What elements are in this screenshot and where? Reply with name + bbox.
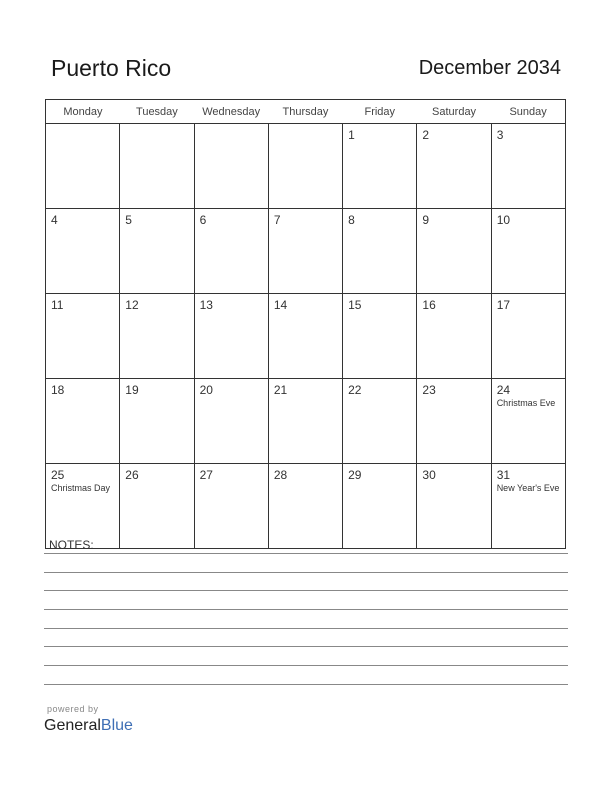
week-row	[46, 294, 566, 379]
day-cell[interactable]	[194, 464, 268, 549]
day-cell[interactable]	[417, 209, 491, 294]
notes-line	[44, 553, 568, 554]
weekday-header: Saturday	[417, 100, 491, 124]
day-cell[interactable]	[46, 294, 120, 379]
notes-label: NOTES:	[49, 538, 94, 552]
day-number: 14	[273, 298, 288, 312]
day-number: 28	[273, 468, 288, 482]
notes-line	[44, 665, 568, 666]
day-number: 12	[125, 298, 139, 312]
day-cell[interactable]	[343, 294, 417, 379]
day-number: 10	[496, 213, 511, 227]
day-number: 1	[348, 128, 355, 142]
day-number: 25	[51, 468, 65, 482]
day-cell[interactable]	[491, 294, 565, 379]
notes-line	[44, 646, 568, 647]
day-number: 20	[199, 383, 213, 397]
day-number: 5	[125, 213, 132, 227]
day-number: 26	[125, 468, 139, 482]
holiday-label: Christmas Eve	[496, 398, 556, 408]
notes-line	[44, 572, 568, 573]
day-cell[interactable]	[343, 464, 417, 549]
day-number: 22	[348, 383, 362, 397]
day-number: 7	[273, 213, 281, 227]
weekday-header: Wednesday	[194, 100, 268, 124]
day-cell[interactable]	[417, 124, 491, 209]
brand-logo[interactable]	[44, 717, 133, 735]
day-cell[interactable]	[268, 379, 342, 464]
day-number: 18	[51, 383, 65, 397]
day-cell[interactable]	[46, 464, 120, 549]
day-number: 17	[496, 298, 511, 312]
notes-line	[44, 590, 568, 591]
day-cell[interactable]	[268, 294, 342, 379]
day-number: 9	[422, 213, 430, 227]
day-cell[interactable]	[268, 209, 342, 294]
day-cell[interactable]	[120, 124, 194, 209]
day-cell[interactable]	[194, 294, 268, 379]
week-row	[46, 464, 566, 549]
day-cell[interactable]	[120, 464, 194, 549]
day-cell[interactable]	[343, 124, 417, 209]
day-cell[interactable]	[120, 379, 194, 464]
day-cell[interactable]	[491, 379, 565, 464]
day-cell[interactable]	[194, 379, 268, 464]
week-row	[46, 124, 566, 209]
calendar-grid	[45, 99, 566, 549]
day-number: 27	[199, 468, 213, 482]
notes-line	[44, 628, 568, 629]
day-number: 11	[51, 298, 64, 312]
week-row	[46, 379, 566, 464]
day-number: 2	[422, 128, 430, 142]
country-title: Puerto Rico	[51, 55, 172, 81]
weekday-header: Monday	[46, 100, 120, 124]
day-cell[interactable]	[46, 379, 120, 464]
day-number: 6	[199, 213, 207, 227]
day-number: 21	[273, 383, 288, 397]
notes-line	[44, 609, 568, 610]
month-title: December 2034	[418, 57, 561, 79]
holiday-label: New Year's Eve	[496, 483, 560, 493]
holiday-label: Christmas Day	[51, 483, 111, 493]
day-cell[interactable]	[417, 379, 491, 464]
day-number: 30	[422, 468, 436, 482]
day-cell[interactable]	[343, 209, 417, 294]
day-cell[interactable]	[491, 209, 565, 294]
powered-by-text: powered by	[47, 704, 99, 714]
day-number: 4	[51, 213, 58, 227]
notes-line	[44, 684, 568, 685]
day-cell[interactable]	[46, 124, 120, 209]
day-cell[interactable]	[491, 124, 565, 209]
day-cell[interactable]	[194, 209, 268, 294]
day-number: 3	[496, 128, 504, 142]
day-cell[interactable]	[343, 379, 417, 464]
weekday-header: Sunday	[491, 100, 565, 124]
day-cell[interactable]	[491, 464, 565, 549]
weekday-header: Tuesday	[120, 100, 194, 124]
weekday-header: Thursday	[268, 100, 342, 124]
day-cell[interactable]	[417, 294, 491, 379]
day-cell[interactable]	[194, 124, 268, 209]
day-number: 23	[422, 383, 436, 397]
day-number: 24	[496, 383, 511, 397]
day-cell[interactable]	[268, 124, 342, 209]
day-cell[interactable]	[120, 209, 194, 294]
day-number: 8	[348, 213, 355, 227]
day-cell[interactable]	[120, 294, 194, 379]
brand-blue: Blue	[100, 717, 133, 734]
day-number: 16	[422, 298, 436, 312]
weekday-header-row	[46, 100, 566, 124]
weekday-header: Friday	[343, 100, 417, 124]
day-cell[interactable]	[46, 209, 120, 294]
week-row	[46, 209, 566, 294]
day-number: 13	[199, 298, 213, 312]
day-number: 15	[348, 298, 362, 312]
day-number: 19	[125, 383, 139, 397]
brand-general: General	[44, 717, 101, 734]
day-number: 29	[348, 468, 362, 482]
day-number: 31	[496, 468, 511, 482]
day-cell[interactable]	[417, 464, 491, 549]
day-cell[interactable]	[268, 464, 342, 549]
